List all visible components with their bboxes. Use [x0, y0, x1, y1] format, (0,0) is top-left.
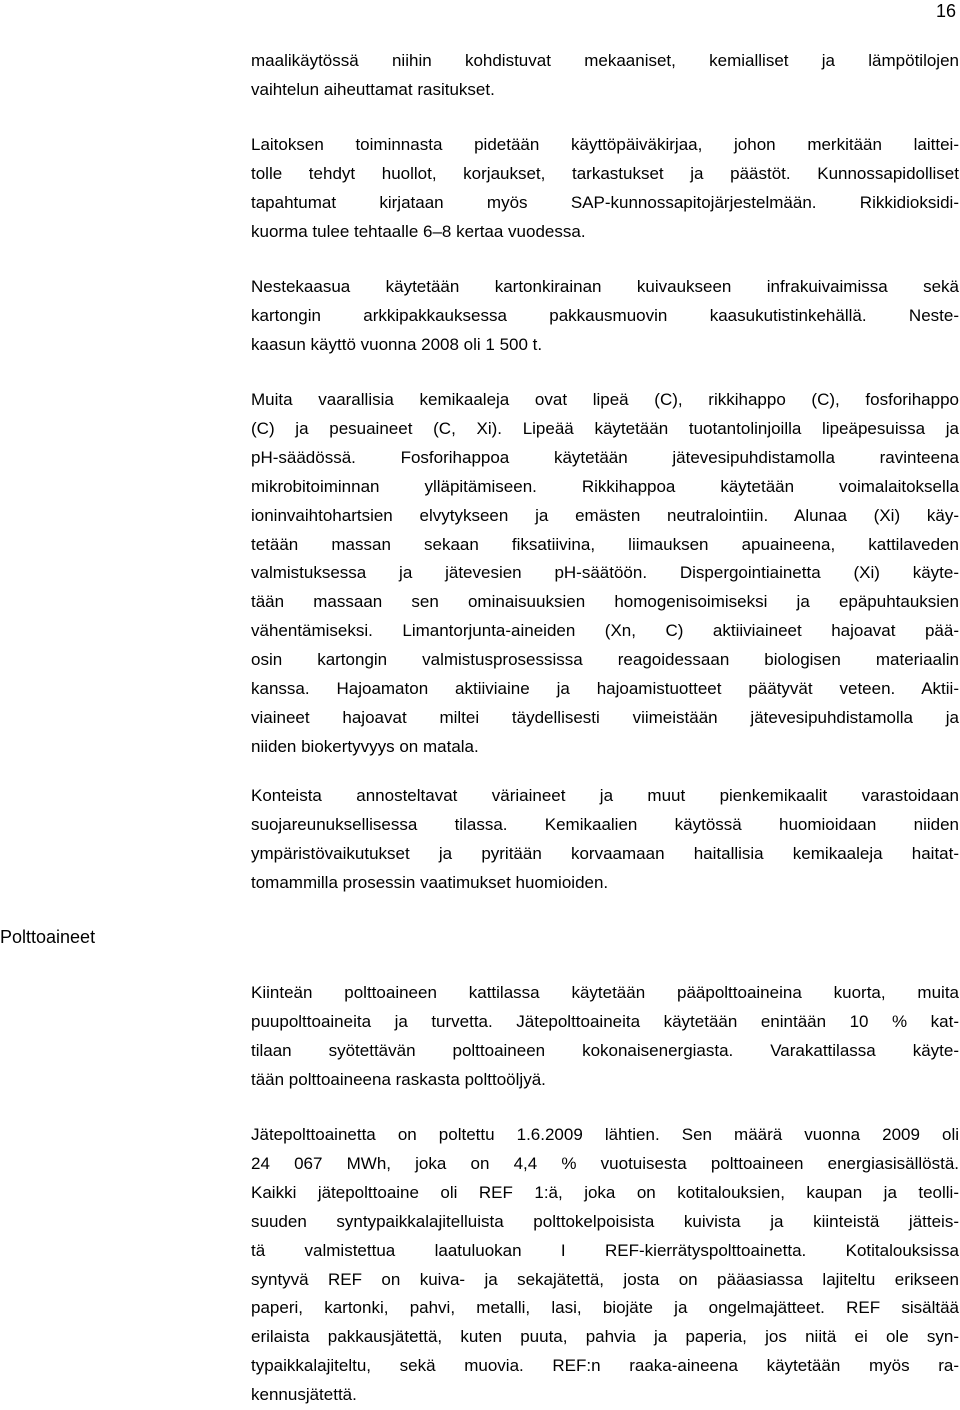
text-line: tomammilla prosessin vaatimukset huomioiden. — [251, 872, 609, 892]
text-line: typaikkalajiteltu, sekä muovia. REF:n raaka-aineena käytetään myös ra- — [251, 1356, 959, 1376]
text-line: Muita vaarallisia kemikaaleja ovat lipeä (C), rikkihappo (C), fosforihappo — [251, 390, 959, 409]
paragraph-kiintea-polttoaine — [251, 979, 959, 1095]
text-line: suojareunuksellisessa tilassa. Kemikaalien käytössä huomioidaan niiden — [251, 814, 959, 834]
paragraph-kayttopaivakirja — [251, 131, 959, 247]
text-line: ympäristövaikutukset ja pyritään korvaamaan haitallisia kemikaaleja haitat- — [251, 843, 959, 863]
paragraph-nestekaasu — [251, 273, 959, 360]
text-line: vähentämiseksi. Limantorjunta-aineiden (Xn, C) aktiiviaineet hajoavat pää- — [251, 621, 959, 641]
paragraph-maalikaytossa — [251, 47, 959, 105]
text-line: tä valmistettua laatuluokan I REF-kierrätyspolttoainetta. Kotitalouksissa — [251, 1240, 959, 1260]
text-line: valmistuksessa ja jätevesien pH-säätöön. Dispergointiainetta (Xi) käyte- — [251, 563, 959, 583]
text-line: Laitoksen toiminnasta pidetään käyttöpäiväkirjaa, johon merkitään laittei- — [251, 135, 959, 154]
text-line: pH-säädössä. Fosforihappoa käytetään jätevesipuhdistamolla ravinteena — [251, 447, 959, 467]
text-line: viaineet hajoavat miltei täydellisesti viimeistään jätevesipuhdistamolla ja — [251, 707, 959, 727]
text-line: tapahtumat kirjataan myös SAP-kunnossapitojärjestelmään. Rikkidioksidi- — [251, 192, 959, 212]
text-line: tolle tehdyt huollot, korjaukset, tarkastukset ja päästöt. Kunnossapidolliset — [251, 163, 959, 183]
text-line: Nestekaasua käytetään kartonkirainan kuivaukseen infrakuivaimissa sekä — [251, 277, 959, 296]
text-line: tään massaan sen ominaisuuksien homogenisoimiseksi ja epäpuhtauksien — [251, 592, 959, 612]
text-line: Jätepolttoainetta on poltettu 1.6.2009 lähtien. Sen määrä vuonna 2009 oli — [251, 1125, 959, 1144]
text-line: Kaikki jätepolttoaine oli REF 1:ä, joka on kotitalouksien, kaupan ja teolli- — [251, 1182, 959, 1202]
text-line: syntyvä REF on kuiva- ja sekajätettä, josta on pääasiassa lajiteltu erikseen — [251, 1269, 959, 1289]
text-line: mikrobitoiminnan ylläpitämiseen. Rikkihappoa käytetään voimalaitoksella — [251, 476, 959, 496]
paragraph-vaaralliset-kemikaalit — [251, 386, 959, 762]
text-line: kartongin arkkipakkauksessa pakkausmuovin kaasukutistinkehällä. Neste- — [251, 305, 959, 325]
text-line: vaihtelun aiheuttamat rasitukset. — [251, 79, 495, 99]
text-line: Kiinteän polttoaineen kattilassa käytetään pääpolttoaineina kuorta, muita — [251, 983, 959, 1002]
text-line: erilaista pakkausjätettä, kuten puuta, pahvia ja paperia, jos niitä ei ole syn- — [251, 1327, 959, 1347]
text-line: osin kartongin valmistusprosessissa reagoidessaan biologisen materiaalin — [251, 650, 959, 670]
text-line: kennusjätettä. — [251, 1385, 357, 1405]
text-line: Konteista annosteltavat väriaineet ja muut pienkemikaalit varastoidaan — [251, 786, 959, 805]
paragraph-pienkemikaalit — [251, 782, 959, 898]
text-line: paperi, kartonki, pahvi, metalli, lasi, biojäte ja ongelmajätteet. REF sisältää — [251, 1298, 959, 1318]
text-line: tetään massan sekaan fiksatiivina, liimauksen apuaineena, kattilaveden — [251, 534, 959, 554]
text-line: niiden biokertyvyys on matala. — [251, 736, 479, 756]
section-label-polttoaineet: Polttoaineet — [0, 927, 96, 947]
text-line: kaasun käyttö vuonna 2008 oli 1 500 t. — [251, 334, 543, 354]
text-line: kanssa. Hajoamaton aktiiviaine ja hajoamistuotteet päätyvät veteen. Aktii- — [251, 679, 959, 699]
text-line: suuden syntypaikkalajitelluista polttokelpoisista kuivista ja kiinteistä jätteis- — [251, 1211, 959, 1231]
text-line: (C) ja pesuaineet (C, Xi). Lipeää käytetään tuotantolinjoilla lipeäpesuissa ja — [251, 418, 959, 438]
text-line: maalikäytössä niihin kohdistuvat mekaaniset, kemialliset ja lämpötilojen — [251, 51, 959, 70]
text-line: 24 067 MWh, joka on 4,4 % vuotuisesta polttoaineen energiasisällöstä. — [251, 1153, 959, 1173]
paragraph-jatepolttoaine — [251, 1121, 959, 1410]
text-line: kuorma tulee tehtaalle 6–8 kertaa vuodessa. — [251, 221, 586, 241]
text-line: tään polttoaineena raskasta polttoöljyä. — [251, 1069, 546, 1089]
page-number: 16 — [935, 1, 956, 21]
text-line: puupolttoaineita ja turvetta. Jätepolttoaineita käytetään enintään 10 % kat- — [251, 1011, 959, 1031]
text-line: ioninvaihtohartsien elvytykseen ja emästen neutralointiin. Alunaa (Xi) käy- — [251, 505, 959, 525]
text-line: tilaan syötettävän polttoaineen kokonaisenergiasta. Varakattilassa käyte- — [251, 1040, 959, 1060]
